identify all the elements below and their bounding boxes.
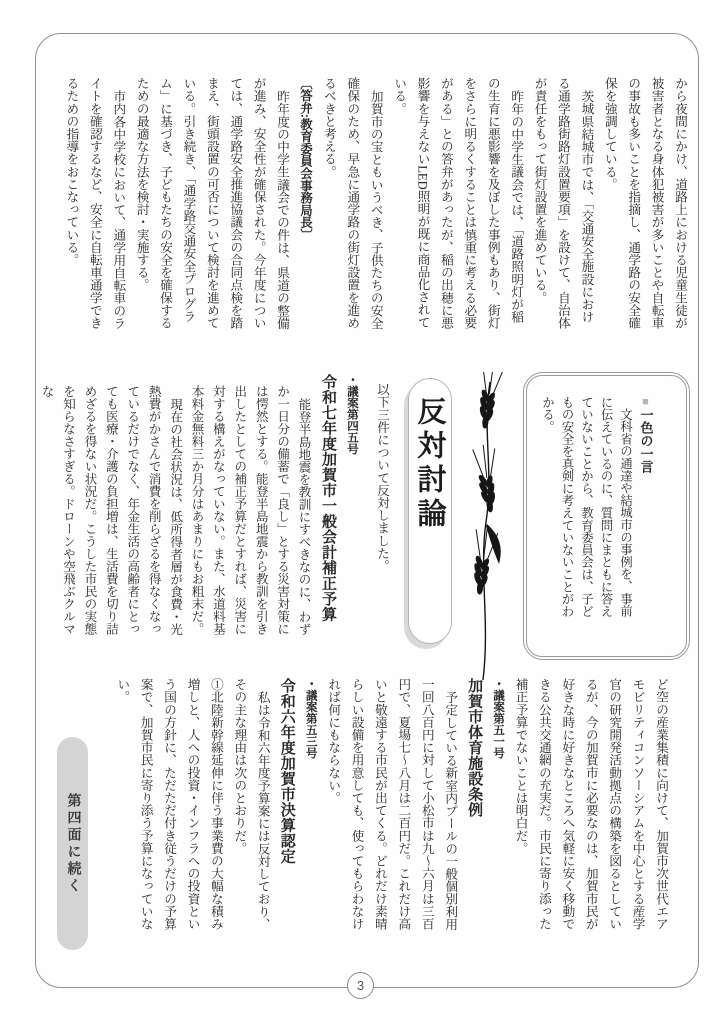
answer-label: 〔答弁:教育委員会事務局長〕 — [298, 77, 313, 241]
bill-title: 令和七年度加賀市一般会計補正予算 — [320, 374, 337, 622]
bill-number: ・議案第五三号 — [304, 678, 317, 759]
article-paragraph: 昨年度の中学生議会での件は、県道の整備が進み、安全性が確保された。今年度については、通学路安全推進協議会の合同点検を踏まえ、街頭設置の可否について検討を進めている。引き続き、「通学路交通安全プログラム」に基づき、子どもたちの安全を確保するための最適な方法を検討・実施する。 — [134, 77, 290, 329]
article-paragraph: 加賀市の宝ともいうべき、子供たちの安全確保のため、早急に通学路の街灯設置を進めるべきと考える。 — [321, 77, 383, 329]
opposition-note — [370, 383, 393, 637]
bill45-body — [36, 385, 314, 637]
opposition-note-text: 以下三件について反対しました。 — [375, 383, 389, 572]
bill-number: ・議案第五一号 — [492, 678, 505, 759]
bill-paragraph: 現在の社会状況は、低所得者層が食費・光熱費がかさんで消費を削らざるを得なくなっているだけでなく、年金生活の高齢者にとっても医療・介護の負担増は、生活費を切り詰めざるを得ない状況だ。こうした市民の実態を知らなさすぎる。ドローンや空飛ぶクルマな — [40, 385, 183, 635]
page-number-badge — [347, 972, 374, 999]
continue-ribbon-label: 第四面に続く — [65, 792, 81, 895]
bottom-band — [110, 678, 672, 932]
bill-paragraph: 能登半島地震を教訓にすべきなのに、わずか一日分の備蓄で「良し」とする災害対策には愕然とする。能登半島地震から教訓を引き出したとしての補正予算だとすれば、災害に対する構えがなっていない。また、水道料基本料金無料三か月分はあまりにもお粗末だ。 — [189, 385, 311, 635]
continue-ribbon — [57, 737, 88, 950]
bill-paragraph: 私は令和六年度予算案には反対しており、その主な理由は次のとおりだ。 — [232, 678, 270, 930]
comment-box-title-text: 一色の一言 — [638, 408, 654, 473]
bill-paragraph-continued: ど空の産業集積に向けて、加賀市次世代エアモビリティコンソーシアムを中心とする産学官の研究開発活動拠点の構築を図るとしているが、今の加賀市に必要なのは、加賀市民が好きな時に好きなところへ気軽に安く移動できる公共交通網の充実だ。市民に寄り添った補正予算でないことは明白だ。 — [513, 678, 668, 930]
bill-number: ・議案第四五号 — [346, 374, 358, 455]
opposition-banner-label: 反対討論 — [413, 396, 446, 532]
comment-box-body: 文科省の通達や結城市の事例を、事前に伝えているのに、質問にまともに答えていないことから、教育委員会は、子どもの安全を真剣に考えていないことがわかる。 — [540, 396, 633, 618]
bill-title: 令和六年度加賀市決算認定 — [278, 678, 296, 864]
article-paragraph: 茨城県結城市では、「交通安全施設における通学路街路灯設置要項」を設けて、自治体が責任をもって街灯設置を進めている。 — [532, 77, 594, 329]
page-number: 3 — [356, 978, 365, 993]
bill45-heading — [315, 374, 362, 632]
article-paragraph: から夜間にかけ、道路上における児童生徒が被害者となる身体犯被害が多いことや自転車の事故も多いことを指摘し、通学路の安全確保を強調している。 — [602, 77, 687, 329]
article-paragraph: 市内各中学校において、通学用自転車のライトを確認するなど、安全に自転車通学できるための指導をおこなっている。 — [64, 77, 126, 329]
bill-title: 加賀市体育施設条例 — [466, 678, 484, 818]
article-paragraph: 昨年の中学生議会では、「道路照明灯が稲の生育に悪影響を及ぼした事例もあり、街灯をさらに明るくすることは慎重に考える必要がある」との答弁があったが、稲の出穂に悪影響を与えないLED照明が既に商品化されている。 — [392, 77, 524, 329]
square-bullet-icon: ■ — [639, 396, 652, 408]
bill-paragraph: 予定している新室内プールの一般個別利用一回八百円に対して小松市は九〜六月は三百円で、夏場七〜八月は二百円だ。これだけ高いと敬遠する市民が出てくる。どれだけ素晴らしい設備を用意しても、使ってもらわなければ何にもならない。 — [326, 678, 458, 930]
bill-paragraph: ①北陸新幹線延伸に伴う事業費の大幅な積み増しと、人への投資・インフラへの投資という国の方針に、ただただ付き従うだけの予算案で、加賀市民に寄り添う予算になっていない。 — [115, 678, 223, 930]
top-article — [59, 77, 691, 331]
comment-box-content — [527, 376, 681, 620]
comment-box-inner-border — [526, 375, 687, 657]
opposition-banner — [408, 378, 452, 644]
comment-box-title — [635, 396, 657, 620]
comment-box — [523, 372, 690, 660]
wheat-icon — [452, 372, 516, 687]
